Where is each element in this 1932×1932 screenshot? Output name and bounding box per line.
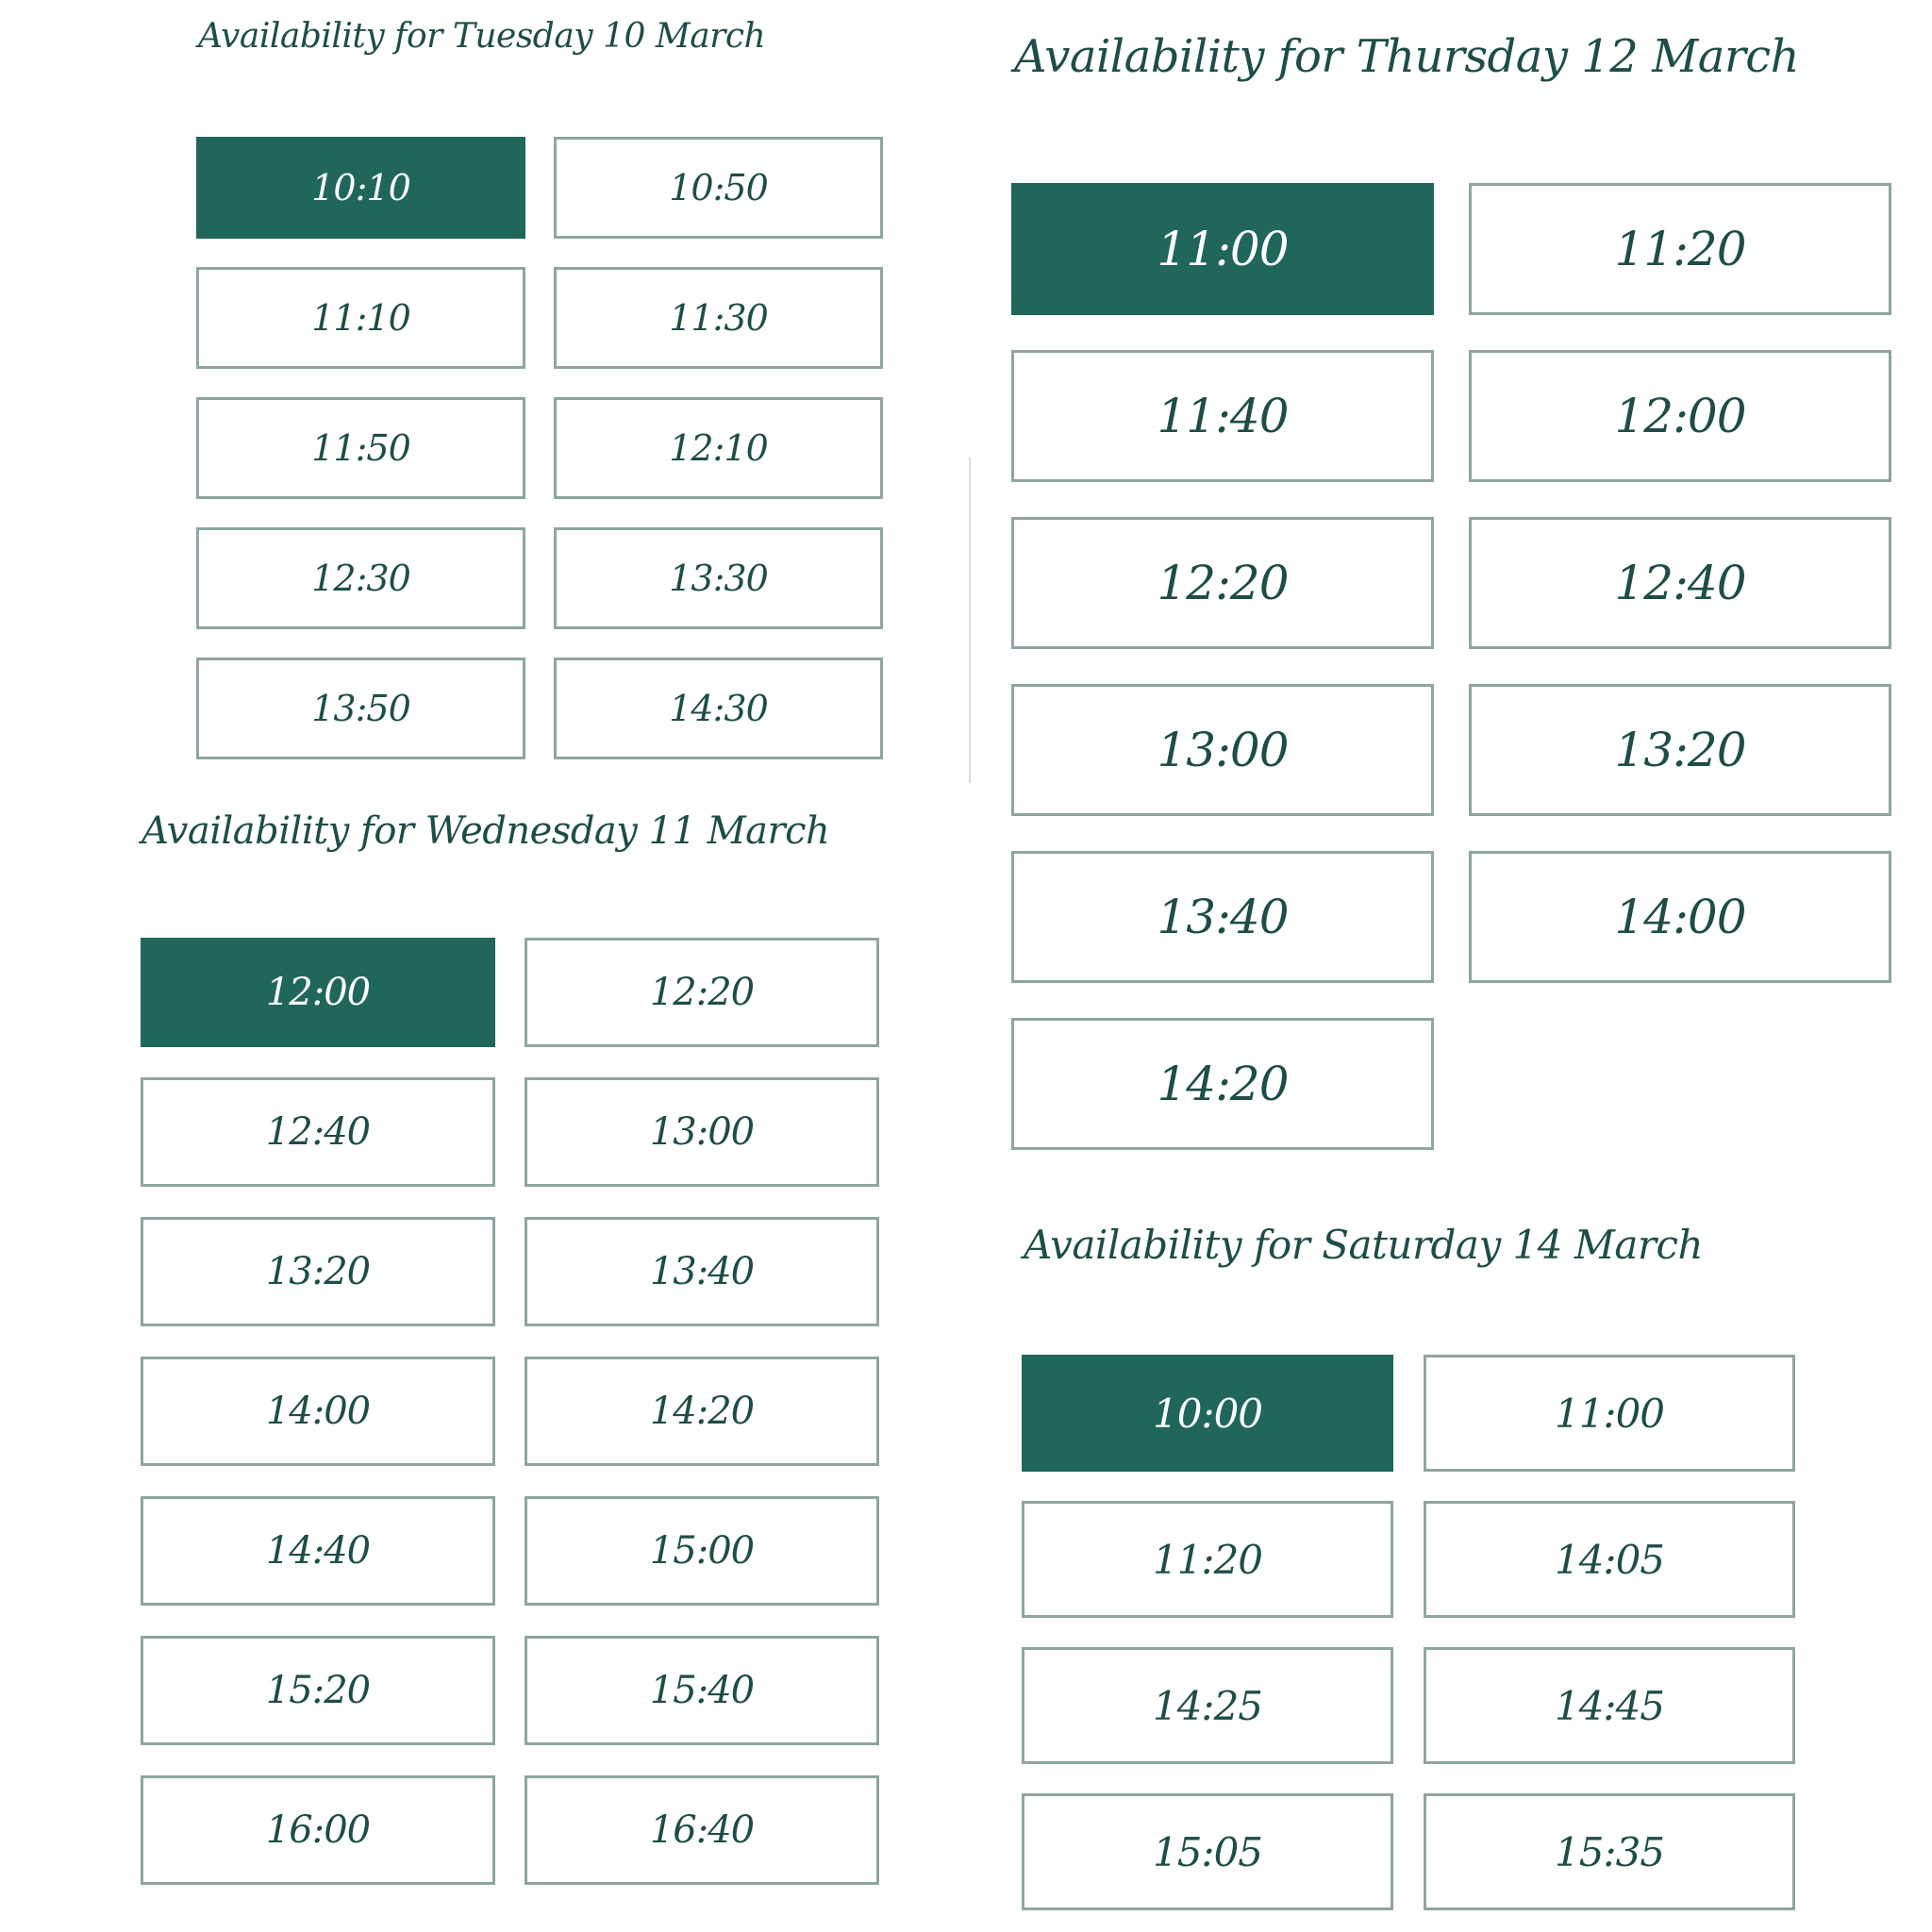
time-slot-button-sat[interactable]: 14:05 [1424, 1501, 1795, 1618]
time-slot-button-wed[interactable]: 15:00 [525, 1496, 879, 1606]
time-slot-button-wed[interactable]: 13:00 [525, 1077, 879, 1187]
time-slot-button-wed[interactable]: 15:40 [525, 1636, 879, 1745]
time-slot-button-thu[interactable]: 13:20 [1469, 684, 1891, 816]
time-slot-button-thu[interactable]: 12:20 [1011, 517, 1434, 649]
time-slot-button-wed[interactable]: 13:20 [141, 1217, 495, 1326]
time-slot-button-sat[interactable]: 14:45 [1424, 1647, 1795, 1764]
column-divider [969, 458, 971, 783]
time-slot-button-wed[interactable]: 16:40 [525, 1775, 879, 1885]
time-slot-grid-wednesday [141, 938, 879, 1885]
time-slot-button-sat[interactable]: 15:05 [1022, 1793, 1393, 1910]
time-slot-button-wed[interactable]: 12:00 [141, 938, 495, 1047]
panel-title-saturday: Availability for Saturday 14 March [1024, 1222, 1704, 1268]
time-slot-button-thu[interactable]: 13:00 [1011, 684, 1434, 816]
time-slot-grid-tuesday [196, 137, 883, 759]
time-slot-button-tue[interactable]: 13:50 [196, 658, 525, 759]
time-slot-grid-thursday [1011, 183, 1891, 1150]
time-slot-button-wed[interactable]: 13:40 [525, 1217, 879, 1326]
time-slot-button-thu[interactable]: 14:00 [1469, 851, 1891, 983]
time-slot-button-wed[interactable]: 15:20 [141, 1636, 495, 1745]
panel-title-tuesday: Availability for Tuesday 10 March [198, 17, 766, 56]
time-slot-button-wed[interactable]: 14:40 [141, 1496, 495, 1606]
time-slot-button-wed[interactable]: 14:00 [141, 1357, 495, 1466]
time-slot-button-tue[interactable]: 11:30 [554, 267, 883, 369]
time-slot-button-sat[interactable]: 10:00 [1022, 1355, 1393, 1472]
time-slot-button-thu[interactable]: 11:00 [1011, 183, 1434, 315]
time-slot-button-thu[interactable]: 12:00 [1469, 350, 1891, 482]
time-slot-button-tue[interactable]: 12:10 [554, 397, 883, 499]
time-slot-button-wed[interactable]: 12:20 [525, 938, 879, 1047]
time-slot-button-wed[interactable]: 12:40 [141, 1077, 495, 1187]
time-slot-button-sat[interactable]: 14:25 [1022, 1647, 1393, 1764]
time-slot-button-thu[interactable]: 12:40 [1469, 517, 1891, 649]
time-slot-button-wed[interactable]: 14:20 [525, 1357, 879, 1466]
time-slot-button-tue[interactable]: 10:50 [554, 137, 883, 239]
time-slot-button-thu[interactable]: 11:20 [1469, 183, 1891, 315]
panel-title-thursday: Availability for Thursday 12 March [1014, 30, 1800, 83]
panel-title-wednesday: Availability for Wednesday 11 March [142, 809, 830, 853]
time-slot-button-tue[interactable]: 12:30 [196, 527, 525, 629]
time-slot-button-tue[interactable]: 10:10 [196, 137, 525, 239]
time-slot-button-thu[interactable]: 14:20 [1011, 1018, 1434, 1150]
time-slot-button-wed[interactable]: 16:00 [141, 1775, 495, 1885]
time-slot-button-sat[interactable]: 11:20 [1022, 1501, 1393, 1618]
time-slot-button-tue[interactable]: 11:50 [196, 397, 525, 499]
time-slot-button-sat[interactable]: 11:00 [1424, 1355, 1795, 1472]
time-slot-button-thu[interactable]: 11:40 [1011, 350, 1434, 482]
time-slot-button-tue[interactable]: 14:30 [554, 658, 883, 759]
time-slot-button-tue[interactable]: 11:10 [196, 267, 525, 369]
time-slot-button-thu[interactable]: 13:40 [1011, 851, 1434, 983]
time-slot-button-sat[interactable]: 15:35 [1424, 1793, 1795, 1910]
time-slot-button-tue[interactable]: 13:30 [554, 527, 883, 629]
time-slot-grid-saturday [1022, 1355, 1795, 1910]
